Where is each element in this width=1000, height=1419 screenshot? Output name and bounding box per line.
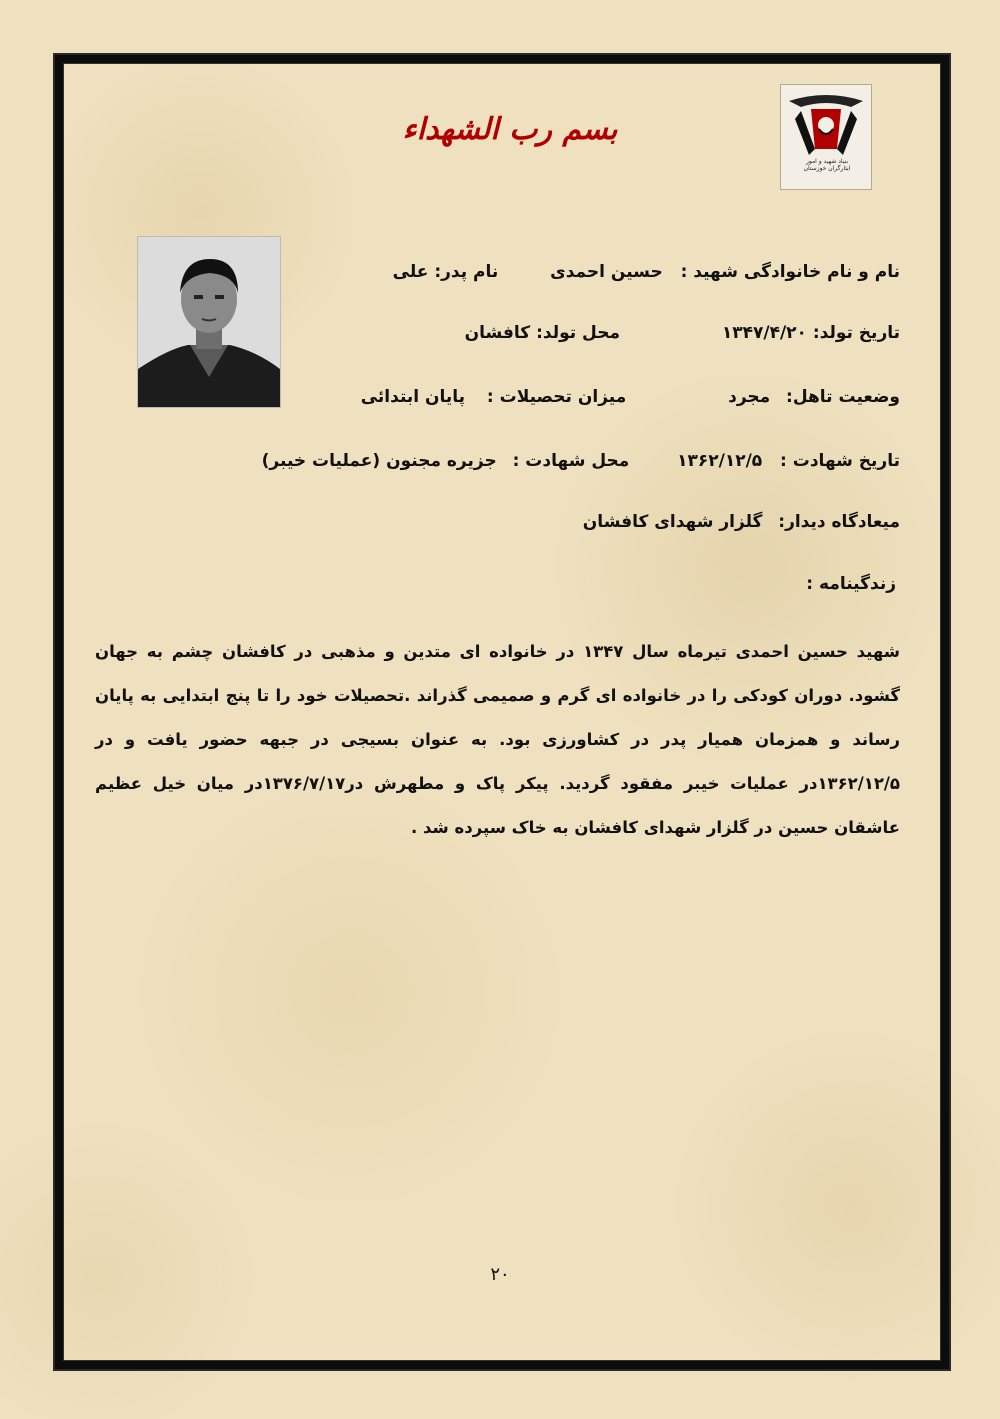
birth-place-value: کافشان (464, 323, 531, 343)
education-value: پایان ابتدائی (360, 387, 466, 407)
father-value: علی (392, 262, 429, 282)
martyrdom-row (262, 451, 900, 471)
page-number: ۲۰ (490, 1264, 510, 1285)
biography-text: شهید حسین احمدی تیرماه سال ۱۳۴۷ در خانواده ای متدین و مذهبی در کافشان چشم به جهان گشود. دوران کودکی را در خانواده ای گرم و صمیمی گذراند .تحصیلات خود را تا پنج ابتدایی به پایان رساند و همزمان همیار پدر در کشاورزی بود. به عنوان بسیجی در جبهه حضور یافت و در ۱۳۶۲/۱۲/۵در عملیات خیبر مفقود گردید. پیکر پاک و مطهرش در۱۳۷۶/۷/۱۷در میان خیل عظیم عاشقان حسین در گلزار شهدای کافشان به خاک سپرده شد . (95, 642, 900, 837)
marital-row (361, 387, 900, 407)
meeting-place-value: گلزار شهدای کافشان (582, 512, 763, 532)
biography-heading: زندگینامه : (806, 574, 896, 594)
education-label: میزان تحصیلات : (486, 387, 627, 407)
birth-date-label: تاریخ تولد: (812, 323, 900, 343)
martyrdom-date-label: تاریخ شهادت : (780, 451, 900, 471)
marital-value: مجرد (728, 387, 771, 407)
martyrdom-date-value: ۱۳۶۲/۱۲/۵ (677, 451, 763, 471)
martyr-photo (137, 236, 281, 408)
meeting-place-label: میعادگاه دیدار: (778, 512, 900, 532)
birth-row (465, 323, 900, 343)
meeting-row (583, 512, 900, 532)
birth-date-value: ۱۳۴۷/۴/۲۰ (721, 323, 807, 343)
name-label: نام و نام خانوادگی شهید : (680, 262, 900, 282)
foundation-logo (780, 84, 872, 190)
martyrdom-place-value: جزیره مجنون (عملیات خیبر) (261, 451, 497, 471)
page-title: بسم رب الشهداء (402, 112, 618, 147)
father-label: نام پدر: (434, 262, 499, 282)
marital-label: وضعیت تاهل: (786, 387, 900, 407)
birth-place-label: محل تولد: (536, 323, 621, 343)
name-row (393, 262, 900, 282)
name-value: حسین احمدی (550, 262, 663, 282)
martyrdom-place-label: محل شهادت : (512, 451, 630, 471)
logo-caption: بنیاد شهید و امور ایثارگران خوزستان (803, 158, 851, 172)
